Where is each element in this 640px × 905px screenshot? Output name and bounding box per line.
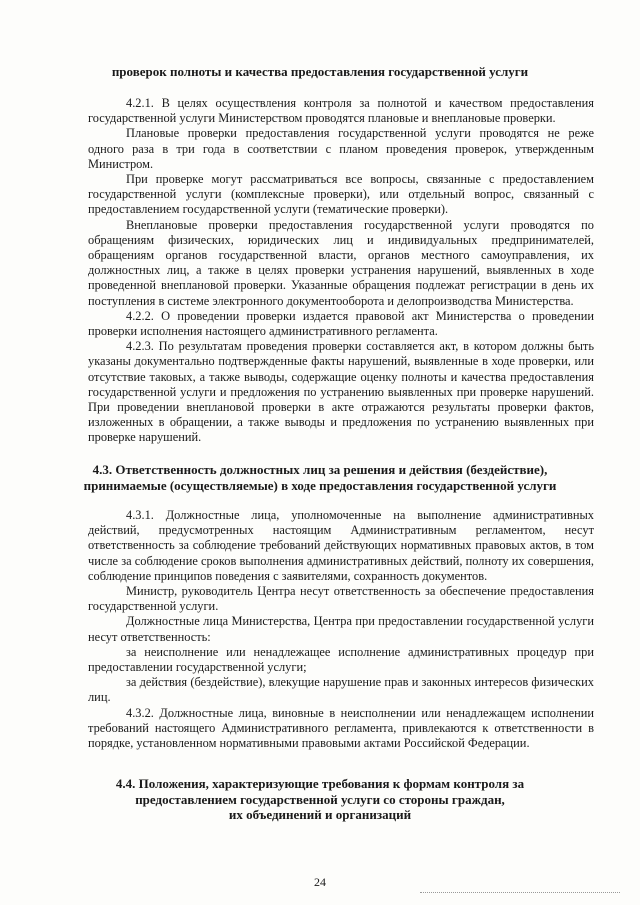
paragraph: Должностные лица Министерства, Центра при предоставлении государственной услуги несут ответственность:: [88, 614, 594, 644]
footer-divider: [420, 892, 620, 893]
heading-line: предоставлением государственной услуги со стороны граждан,: [135, 791, 505, 807]
paragraph: 4.3.1. Должностные лица, уполномоченные на выполнение административных действий, предусмотренных настоящим Административным регламентом, несут ответственность за соблюдение требований действующих нормативных правовых актов, в том числе за соблюдение сроков выполнения административных действий, полноту их совершения, соблюдение принципов поведения с заявителями, сохранность документов.: [88, 508, 594, 583]
paragraph: за действия (бездействие), влекущие нарушение прав и законных интересов физических лиц.: [88, 675, 594, 705]
paragraph: 4.3.2. Должностные лица, виновные в неисполнении или ненадлежащем исполнении требований настоящего Административного регламента, привлекаются к ответственности в порядке, установленном нормативными правовыми актами Российской Федерации.: [88, 705, 594, 751]
paragraph: Министр, руководитель Центра несут ответственность за обеспечение предоставления государственной услуги.: [88, 584, 594, 614]
paragraph: за неисполнение или ненадлежащее исполнение административных процедур при предоставлении государственной услуги;: [88, 644, 594, 675]
heading-line: принимаемые (осуществляемые) в ходе предоставления государственной услуги: [83, 477, 557, 493]
section-heading-4-4: [40, 776, 600, 823]
paragraph: 4.2.1. В целях осуществления контроля за полнотой и качеством предоставления государственной услуги Министерством проводятся плановые и внеплановые проверки.: [88, 96, 594, 126]
heading-text: проверок полноты и качества предоставления государственной услуги: [111, 64, 529, 79]
heading-line: 4.3. Ответственность должностных лиц за решения и действия (бездействие),: [92, 462, 548, 477]
page-number: 24: [314, 875, 326, 889]
paragraph: 4.2.3. По результатам проведения проверки составляется акт, в котором должны быть указаны документально подтвержденные факты нарушений, выявленные в ходе проверки, или отсутствие таковых, а также выводы, содержащие оценку полноты и качества предоставления государственной услуги и предложения по устранению выявленных при проверке нарушений. При проведении внеплановой проверки в акте отражаются результаты проверки фактов, изложенных в обращении, а также выводы и предложения по устранению выявленных при проверке нарушений.: [88, 339, 594, 445]
section-heading-4-3: [40, 462, 600, 493]
heading-line: их объединений и организаций: [228, 807, 412, 822]
paragraph: При проверке могут рассматриваться все вопросы, связанные с предоставлением государственной услуги (комплексные проверки), или отдельный вопрос, связанный с предоставлением государственной услуги (тематические проверки).: [88, 172, 594, 217]
paragraph: Плановые проверки предоставления государственной услуги проводятся не реже одного раза в три года в соответствии с планом проведения проверок, утвержденным Министром.: [88, 126, 594, 171]
paragraph: Внеплановые проверки предоставления государственной услуги проводятся по обращениям физических, юридических лиц и индивидуальных предпринимателей, обращениям органов государственной власти, органов местного самоуправления, их должностных лиц, а также в целях проверки устранения нарушений, выявленных в ходе проведенной внеплановой проверки. Указанные обращения подлежат регистрации в день их поступления в системе электронного документооборота и делопроизводства Министерства.: [88, 217, 594, 308]
section-4-2-body: [88, 96, 594, 446]
section-heading-4-2: [40, 64, 600, 80]
heading-line: 4.4. Положения, характеризующие требования к формам контроля за: [115, 776, 525, 791]
paragraph: 4.2.2. О проведении проверки издается правовой акт Министерства о проведении проверки исполнения настоящего административного регламента.: [88, 308, 594, 339]
section-4-3-body: [88, 508, 594, 751]
